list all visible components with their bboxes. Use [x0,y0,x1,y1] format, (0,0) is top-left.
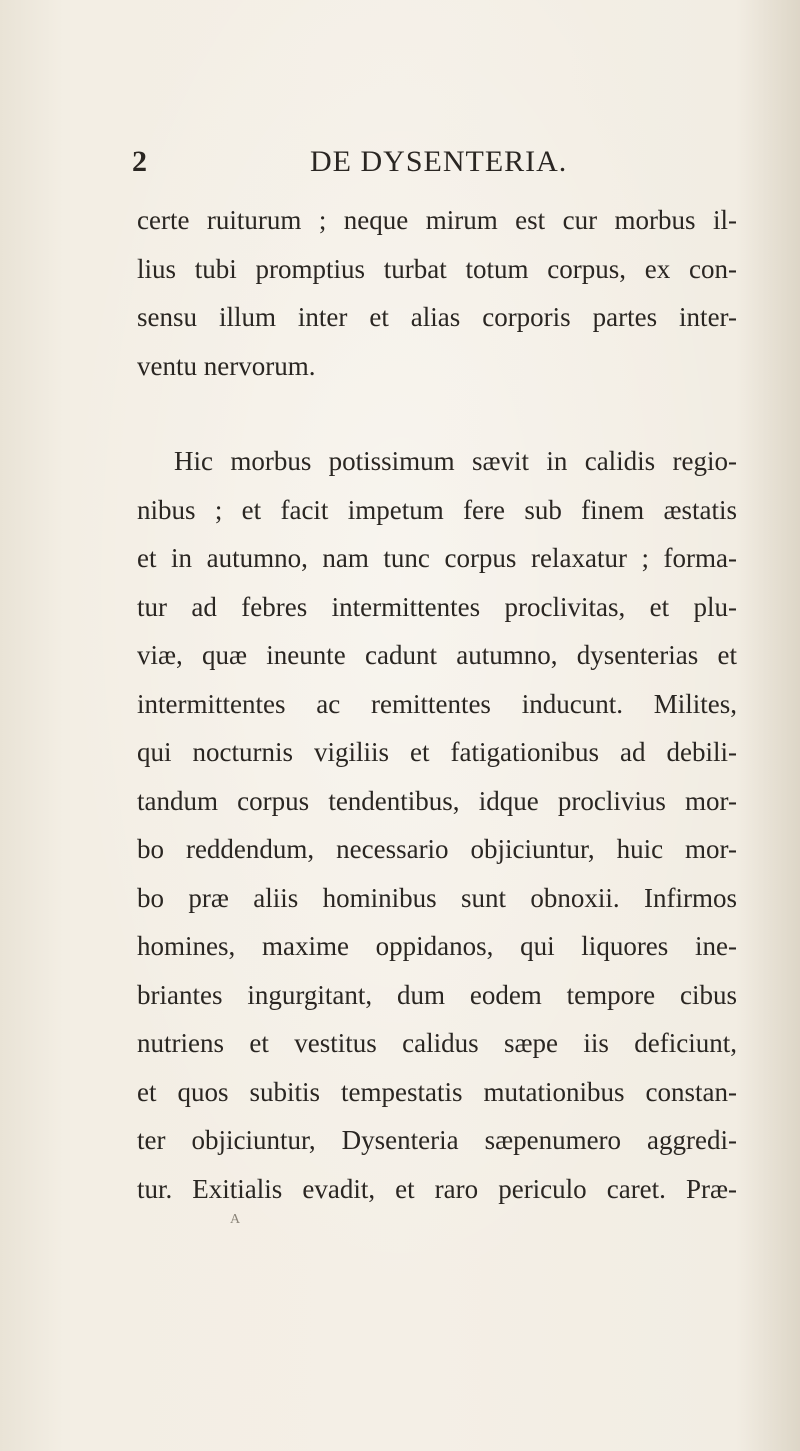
text-line: lius tubi promptius turbat totum corpus, ex con- [137,253,737,284]
text-line: qui nocturnis vigiliis et fatigationibus ad debili- [137,737,737,767]
body-text [137,196,737,1213]
paragraph-gap [137,390,737,437]
running-title: DE DYSENTERIA. [310,145,568,178]
text-line: viæ, quæ ineunte cadunt autumno, dysenterias et [137,640,737,670]
text-line: tur. Exitialis evadit, et raro periculo caret. Præ- [137,1173,737,1204]
text-line: et in autumno, nam tunc corpus relaxatur ; forma- [137,543,737,573]
signature-mark: A [230,1212,241,1227]
text-line: tur ad febres intermittentes proclivitas, et plu- [137,591,737,622]
text-line: nutriens et vestitus calidus sæpe iis deficiunt, [137,1028,737,1058]
text-line: homines, maxime oppidanos, qui liquores ine- [137,931,737,961]
text-line: intermittentes ac remittentes inducunt. Milites, [137,688,737,719]
text-line: et quos subitis tempestatis mutationibus constan- [137,1076,737,1107]
text-line: certe ruiturum ; neque mirum est cur morbus il- [137,205,737,235]
page-number: 2 [132,145,147,178]
text-line: nibus ; et facit impetum fere sub finem æstatis [137,494,737,525]
text-line: briantes ingurgitant, dum eodem tempore cibus [137,979,737,1010]
text-line: Hic morbus potissimum sævit in calidis regio- [174,446,737,476]
text-line: bo reddendum, necessario objiciuntur, huic mor- [137,834,737,864]
text-line: tandum corpus tendentibus, idque proclivius mor- [137,785,737,816]
text-line: ter objiciuntur, Dysenteria sæpenumero aggredi- [137,1125,737,1155]
text-line: sensu illum inter et alias corporis partes inter- [137,302,737,332]
running-head [132,142,692,182]
text-line: ventu nervorum. [137,350,316,381]
text-line: bo præ aliis hominibus sunt obnoxii. Infirmos [137,882,737,913]
